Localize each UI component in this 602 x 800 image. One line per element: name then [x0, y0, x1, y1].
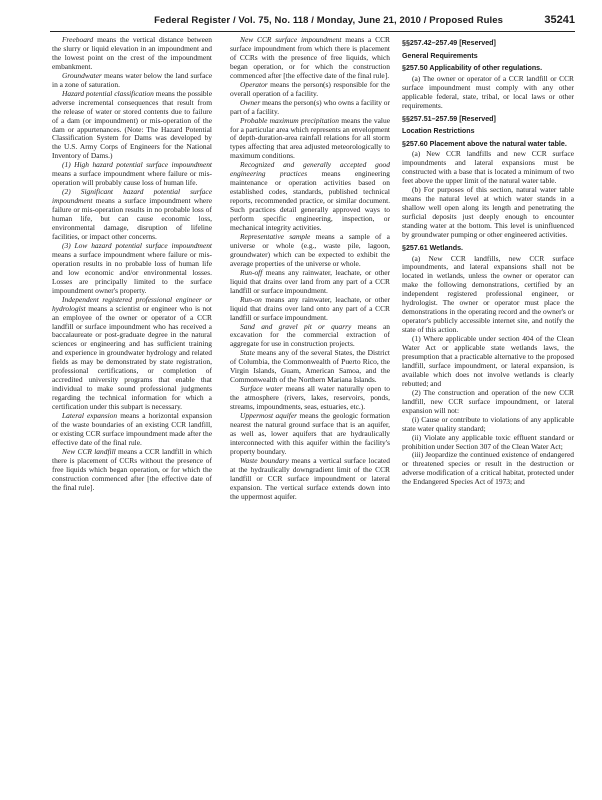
definition-text: means a horizontal expansion of the waste boundaries of an existing CCR landfill, or existing CCR surface impoundment made after the effective date of the final rule.: [52, 411, 212, 447]
definition-hazard-potential: [52, 90, 212, 162]
definition-text: means any of the several States, the District of Columbia, the Commonwealth of Puerto Rico, the Virgin Islands, Guam, American Samoa, and the Commonwealth of the Northern Mariana Islands.: [230, 348, 390, 385]
definition-lateral-expansion: [52, 412, 212, 448]
defined-term: Representative sample: [240, 231, 311, 241]
defined-term: (2) Significant hazard potential surface impoundment: [52, 187, 212, 206]
defined-term: New CCR surface impoundment: [240, 35, 342, 44]
definition-text: means a surface impoundment where failure or mis-operation results in no probable loss of human life, but can cause economic loss, environmental damage, disruption of lifeline facilities, or impact other concerns.: [52, 196, 212, 241]
section-257-60-b: (b) For purposes of this section, natural water table means the natural level at which water stands in a shallow well open along its length and penetrating the surficial deposits just deeply enough to encounter standing water at the bottom. This level is uninfluenced by groundwater pumping or other engineered activities.: [402, 185, 574, 239]
defined-term: New CCR landfill: [62, 446, 116, 456]
definition-text: means the person(s) responsible for the overall operation of a facility.: [230, 79, 390, 98]
defined-term: Recognized and generally accepted good engineering practices: [230, 160, 390, 179]
definition-run-on: [230, 296, 390, 323]
section-257-61-a: (a) New CCR landfills, new CCR surface impoundments, and lateral expansions shall not be located in wetlands, unless the owner or operator can make the following demonstrations, certified by an independent registered professional engineer, or hydrologist. The owner or operator must place the demonstrations in the operating record and the owner's or operator's publicly accessible internet site, and notify the state of this action.: [402, 253, 574, 335]
header-rule: [50, 31, 575, 32]
defined-term: Surface water: [240, 384, 283, 394]
page-header: [50, 13, 575, 29]
defined-term: Sand and gravel pit or quarry: [240, 321, 352, 331]
definition-text: means engineering maintenance or operation activities based on established codes, standards, published technical reports, recommended practice, or similar document. Such practices detail generally approved ways to perform specific engineering, inspection, or mechanical integrity activities.: [230, 169, 390, 233]
definition-text: means any rainwater, leachate, or other liquid that drains over land onto any part of a CCR landfill or surface impoundment.: [230, 294, 390, 322]
defined-term: Freeboard: [62, 35, 94, 44]
definition-run-off: [230, 269, 390, 296]
reserved-section-heading: §§257.42–257.49 [Reserved]: [402, 39, 496, 47]
defined-term: Waste boundary: [240, 455, 289, 465]
definition-new-ccr-landfill: [52, 448, 212, 493]
definition-text: means a CCR landfill in which there is placement of CCRs without the presence of free liquids which began operation, or for which the construction commenced after [the effective date of the final rule].: [52, 446, 212, 492]
running-title: Federal Register / Vol. 75, No. 118 / Monday, June 21, 2010 / Proposed Rules: [154, 15, 503, 26]
definition-text: means the vertical distance between the slurry or liquid elevation in an impoundment and the lowest point on the crest of the impoundment embankment.: [52, 35, 212, 71]
defined-term: State: [240, 348, 255, 358]
definition-text: means a CCR surface impoundment from which there is placement of CCRs with the presence of free liquids, which began operation, or for which the construction commenced after [the effective date of the final rule].: [230, 35, 391, 80]
definition-low-hazard: [52, 242, 212, 296]
definition-text: means the person(s) who owns a facility or part of a facility.: [230, 97, 390, 116]
section-257-61-a2i: (i) Cause or contribute to violations of any applicable state water quality standard;: [402, 414, 574, 433]
definition-text: means any rainwater, leachate, or other liquid that drains over land from any part of a CCR landfill or surface impoundment.: [230, 267, 390, 295]
defined-term: Lateral expansion: [62, 411, 118, 421]
definition-new-ccr-surface-impoundment: [230, 36, 390, 81]
page-number: 35241: [544, 14, 575, 26]
location-restrictions-heading: Location Restrictions: [402, 127, 475, 136]
definition-text: means water below the land surface in a zone of saturation.: [52, 70, 212, 89]
defined-term: Uppermost aquifer: [240, 411, 298, 421]
defined-term: Run-off: [240, 267, 263, 277]
section-257-60-heading: §257.60 Placement above the natural water table.: [402, 139, 567, 148]
definition-high-hazard: [52, 161, 212, 188]
defined-term: Hazard potential classification: [62, 88, 154, 98]
column-3: [402, 36, 574, 487]
defined-term: Probable maximum precipitation: [240, 115, 339, 125]
defined-term: Groundwater: [62, 70, 102, 80]
defined-term: Operator: [240, 79, 268, 89]
definition-text: means the possible adverse incremental consequences that result from the release of water or stored contents due to failure of a dam (or impoundment) or mis-operation of the dam or appurtenances. (Note: The Hazard Potential Classification System for Dams was developed by the U.S. Army Corps of Engineers for the National Inventory of Dams.): [52, 88, 212, 161]
definition-groundwater: [52, 72, 212, 90]
definition-waste-boundary: [230, 457, 390, 502]
definition-text: means the geologic formation nearest the natural ground surface that is an aquifer, as well as, lower aquifers that are hydraulically interconnected with this aquifer within the facility's property boundary.: [230, 411, 390, 456]
section-257-61-a2iii: (iii) Jeopardize the continued existence of endangered or threatened species or result in the destruction or adverse modification of a critical habitat, protected under the Endangered Species Act of 1973; and: [402, 450, 574, 487]
section-257-61-a1: (1) Where applicable under section 404 of the Clean Water Act or applicable state wetlands laws, the presumption that a practicable alternative to the proposed landfill, surface impoundment, or lateral expansion, is available which does not involve wetlands is clearly rebutted; and: [402, 334, 574, 388]
general-requirements-heading: General Requirements: [402, 51, 478, 60]
definition-owner: [230, 99, 390, 117]
definition-freeboard: [52, 36, 212, 72]
reserved-section-heading-2: §§257.51–257.59 [Reserved]: [402, 114, 496, 123]
section-257-61-a2ii: (ii) Violate any applicable toxic effluent standard or prohibition under Section 307 of the Clean Water Act;: [402, 432, 574, 451]
defined-term: (1) High hazard potential surface impoundment: [62, 160, 212, 170]
definition-significant-hazard: [52, 188, 212, 242]
definition-surface-water: [230, 385, 390, 412]
definition-operator: [230, 81, 390, 99]
defined-term: (3) Low hazard potential surface impoundment: [62, 240, 212, 250]
defined-term: Owner: [240, 97, 261, 107]
definition-text: means a surface impoundment where failure or mis-operation results in no probable loss of human life and low economic and/or environmental losses. Losses are principally limited to the surface impoundment owner's property.: [52, 249, 212, 295]
column-2: [230, 36, 390, 502]
definition-text: means a sample of a universe or whole (e.g., waste pile, lagoon, groundwater) which can be expected to exhibit the average properties of the universe or whole.: [230, 231, 390, 268]
definition-state: [230, 349, 390, 385]
definition-text: means a scientist or engineer who is not an employee of the owner or operator of a CCR landfill or surface impoundment who has received a baccalaureate or post-graduate degree in the natural sciences or engineering and has sufficient training and experience in groundwater hydrology and related fields as may be demonstrated by state registration, professional certifications, or completion of accredited university programs that enable that individual to make sound professional judgments regarding the technical information for which a certification under this subpart is necessary.: [52, 303, 212, 412]
column-1: [52, 36, 212, 493]
definition-independent-engineer: [52, 296, 212, 412]
definition-sand-gravel-pit: [230, 323, 390, 350]
section-257-50-a: (a) The owner or operator of a CCR landfill or CCR surface impoundment must comply with any other applicable federal, state, tribal, or local laws or other requirements.: [402, 73, 574, 110]
section-257-50-heading: §257.50 Applicability of other regulations.: [402, 64, 543, 73]
section-257-60-a: (a) New CCR landfills and new CCR surface impoundments and lateral expansions must be constructed with a base that is located a minimum of two feet above the upper limit of the natural water table.: [402, 149, 574, 186]
definition-text: means the value for a particular area which represents an envelopment of depth-duration-area rainfall relations for all storm types affecting that area adjusted meteorologically to maximum conditions.: [230, 115, 390, 161]
defined-term: Independent registered professional engineer or hydrologist: [52, 294, 212, 313]
section-257-61-heading: §257.61 Wetlands.: [402, 243, 463, 252]
definition-text: means an excavation for the commercial extraction of aggregate for use in construction projects.: [230, 321, 390, 349]
defined-term: Run-on: [240, 294, 262, 304]
definition-text: means all water naturally open to the atmosphere (rivers, lakes, reservoirs, ponds, streams, impoundments, seas, estuaries, etc.).: [230, 384, 390, 412]
definition-probable-maximum-precipitation: [230, 117, 390, 162]
section-257-61-a2: (2) The construction and operation of the new CCR landfill, new CCR surface impoundment, or lateral expansion will not:: [402, 387, 574, 415]
definition-text: means a vertical surface located at the hydraulically downgradient limit of the CCR landfill or CCR surface impoundment or lateral expansion. The vertical surface extends down into the uppermost aquifer.: [230, 455, 390, 501]
definition-text: means a surface impoundment where failure or mis-operation will probably cause loss of human life.: [52, 169, 212, 188]
definition-good-engineering-practices: [230, 161, 390, 233]
definition-representative-sample: [230, 233, 390, 269]
definition-uppermost-aquifer: [230, 412, 390, 457]
